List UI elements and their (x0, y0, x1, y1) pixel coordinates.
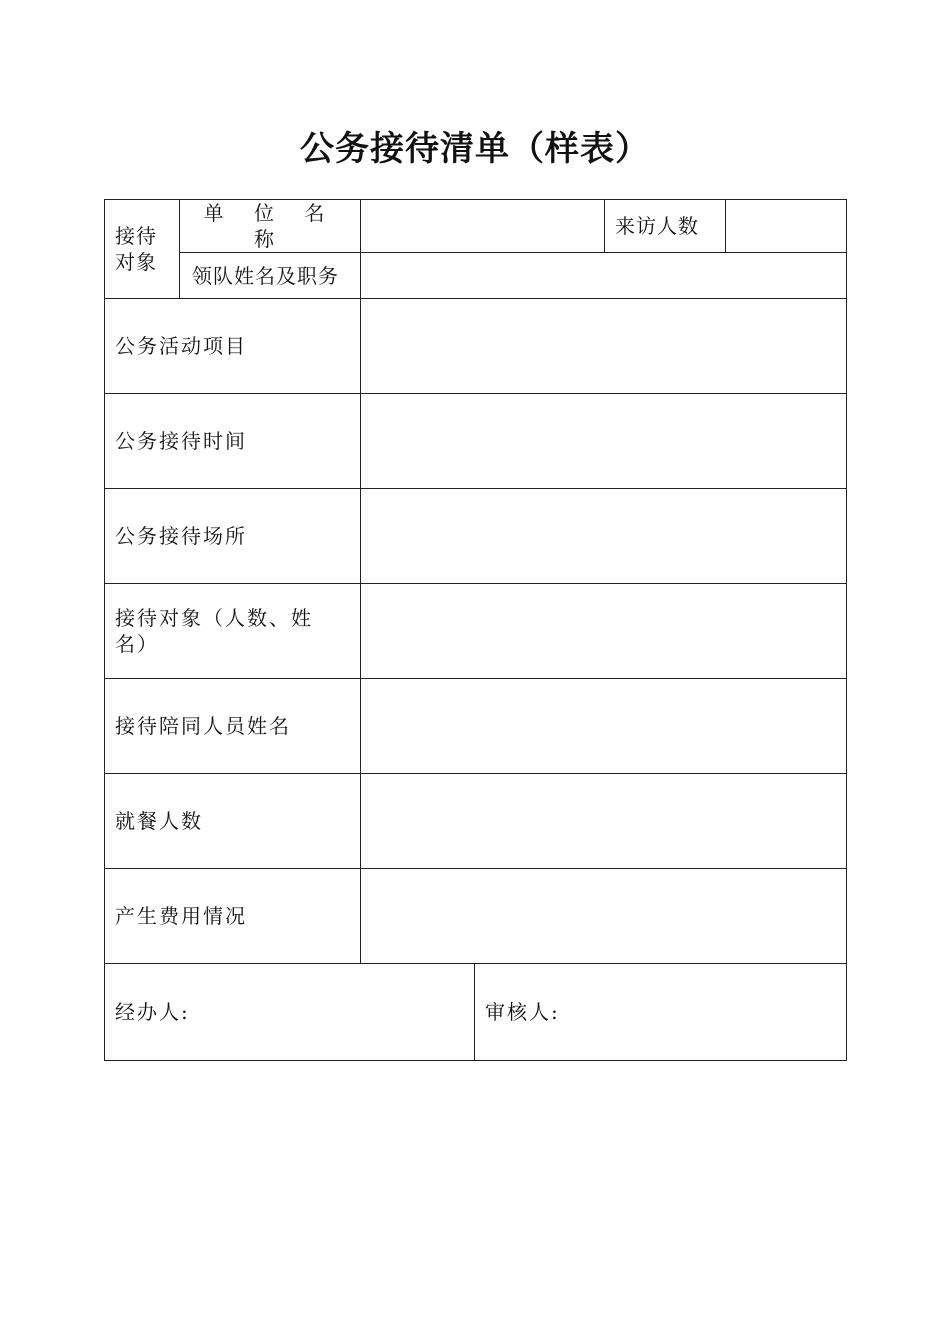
visitor-count-field[interactable] (726, 200, 847, 253)
group-label-line1: 接待 (115, 224, 157, 248)
table-row (105, 584, 847, 679)
table-row (105, 869, 847, 964)
leader-field[interactable] (361, 253, 847, 299)
guests-field[interactable] (361, 584, 847, 679)
handler-label: 经办人: (115, 1000, 190, 1024)
unit-name-label: 单 位 名 称 (180, 200, 361, 253)
row-label-time: 公务接待时间 (105, 394, 361, 489)
table-row (105, 964, 847, 1061)
row-label-venue: 公务接待场所 (105, 489, 361, 584)
escorts-field[interactable] (361, 679, 847, 774)
row-label-activity: 公务活动项目 (105, 299, 361, 394)
reviewer-label: 审核人: (485, 1000, 560, 1024)
group-label-cell (105, 200, 180, 299)
row-label-expenses: 产生费用情况 (105, 869, 361, 964)
unit-name-field[interactable] (361, 200, 605, 253)
expenses-field[interactable] (361, 869, 847, 964)
visitor-count-label: 来访人数 (605, 200, 726, 253)
diners-field[interactable] (361, 774, 847, 869)
leader-label: 领队姓名及职务 (180, 253, 361, 299)
row-label-escorts: 接待陪同人员姓名 (105, 679, 361, 774)
venue-field[interactable] (361, 489, 847, 584)
row-label-guests: 接待对象（人数、姓名） (105, 584, 361, 679)
reviewer-signature-cell[interactable] (475, 964, 847, 1061)
page-title: 公务接待清单（样表） (300, 129, 650, 169)
row-label-diners: 就餐人数 (105, 774, 361, 869)
table-row (105, 774, 847, 869)
time-field[interactable] (361, 394, 847, 489)
table-row (105, 679, 847, 774)
reception-form-table (104, 199, 847, 1061)
activity-field[interactable] (361, 299, 847, 394)
group-label-line2: 对象 (115, 250, 157, 274)
table-row (105, 394, 847, 489)
table-row (105, 299, 847, 394)
table-row (105, 200, 847, 253)
table-row (105, 489, 847, 584)
table-row (105, 253, 847, 299)
handler-signature-cell[interactable] (105, 964, 475, 1061)
